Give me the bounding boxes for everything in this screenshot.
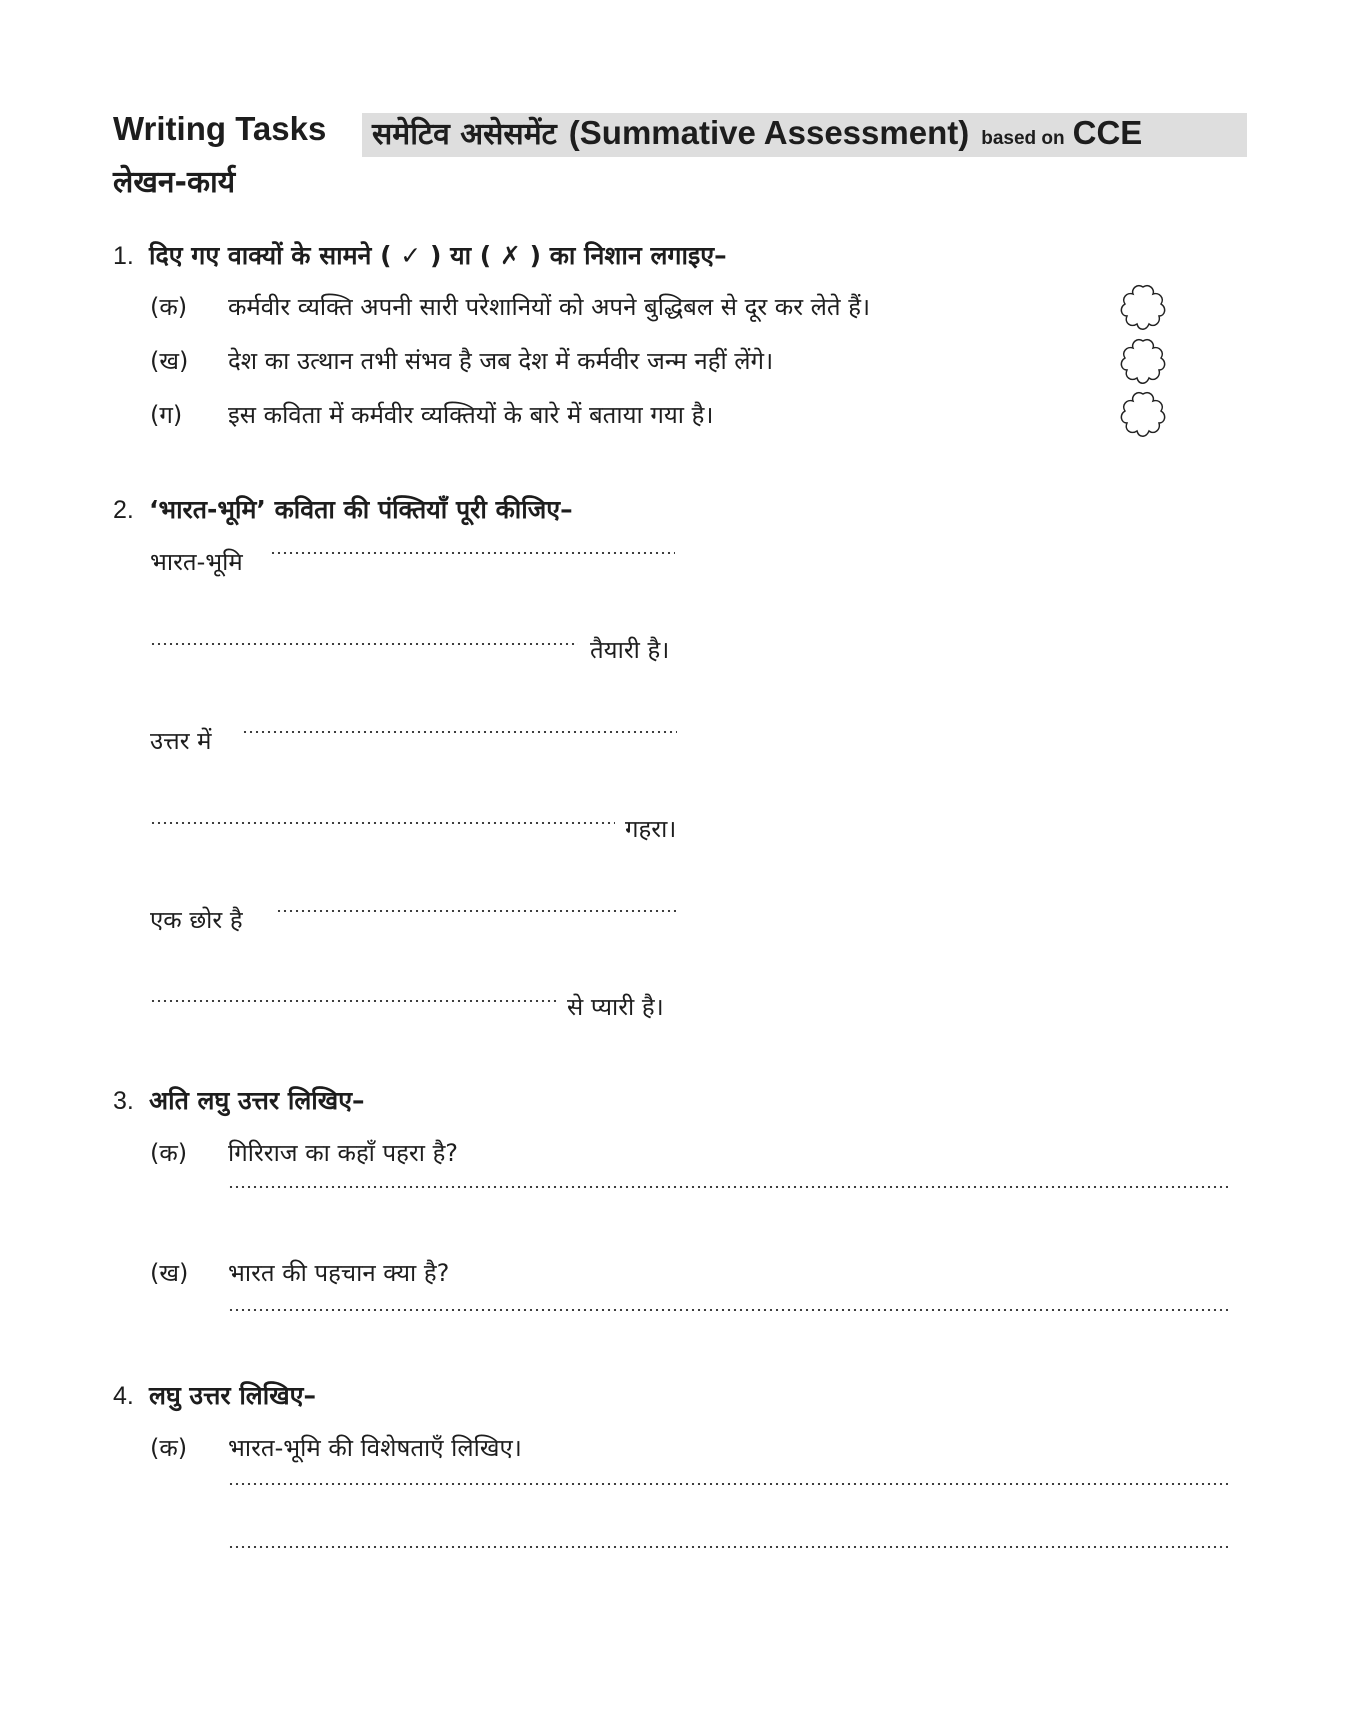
banner-hindi: समेटिव असेसमेंट (372, 117, 557, 152)
answer-line[interactable] (228, 1546, 1228, 1548)
q4-item: (क) भारत-भूमि की विशेषताएँ लिखिए। (150, 1434, 522, 1462)
title-hindi: लेखन-कार्य (113, 165, 236, 200)
question-4: 4. लघु उत्तर लिखिए– (113, 1381, 317, 1410)
blank-line[interactable] (150, 1000, 560, 1002)
q1-item: (ग) इस कविता में कर्मवीर व्यक्तियों के बारे में बताया गया है। (150, 401, 714, 429)
banner-based-on: based on (981, 128, 1065, 149)
poem-line-prefix: एक छोर है (150, 906, 243, 934)
poem-line-suffix: गहरा। (625, 815, 677, 843)
answer-box-flower[interactable] (1118, 337, 1168, 387)
question-2: 2. ‘भारत-भूमि’ कविता की पंक्तियाँ पूरी कीजिए– (113, 495, 573, 524)
q3-item: (ख) भारत की पहचान क्या है? (150, 1259, 450, 1287)
assessment-banner (362, 113, 1247, 157)
answer-line[interactable] (228, 1483, 1228, 1485)
poem-line-suffix: तैयारी है। (590, 636, 670, 664)
banner-english: (Summative Assessment) (568, 114, 970, 151)
question-1: 1. दिए गए वाक्यों के सामने ( ✓ ) या ( ✗ ) का निशान लगाइए– (113, 241, 727, 270)
title-english: Writing Tasks (113, 110, 327, 147)
blank-line[interactable] (150, 643, 578, 645)
question-3: 3. अति लघु उत्तर लिखिए– (113, 1086, 365, 1115)
poem-line-prefix: उत्तर में (150, 727, 212, 755)
poem-line-suffix: से प्यारी है। (567, 993, 664, 1021)
q3-item: (क) गिरिराज का कहाँ पहरा है? (150, 1139, 459, 1167)
question-number: 4. (113, 1382, 134, 1410)
answer-line[interactable] (228, 1309, 1228, 1311)
blank-line[interactable] (150, 822, 615, 824)
q1-item: (क) कर्मवीर व्यक्ति अपनी सारी परेशानियों को अपने बुद्धिबल से दूर कर लेते हैं। (150, 293, 871, 321)
q1-item: (ख) देश का उत्थान तभी संभव है जब देश में कर्मवीर जन्म नहीं लेंगे। (150, 347, 774, 375)
question-number: 2. (113, 496, 134, 524)
answer-line[interactable] (228, 1186, 1228, 1188)
question-number: 1. (113, 242, 134, 270)
tick-mark: ✓ (400, 241, 422, 270)
blank-line[interactable] (242, 731, 677, 733)
blank-line[interactable] (276, 910, 676, 912)
banner-cce: CCE (1072, 114, 1143, 151)
answer-box-flower[interactable] (1118, 283, 1168, 333)
cross-mark: ✗ (499, 241, 521, 270)
answer-box-flower[interactable] (1118, 390, 1168, 440)
blank-line[interactable] (270, 552, 675, 554)
poem-line-prefix: भारत-भूमि (150, 548, 243, 576)
question-number: 3. (113, 1087, 134, 1115)
